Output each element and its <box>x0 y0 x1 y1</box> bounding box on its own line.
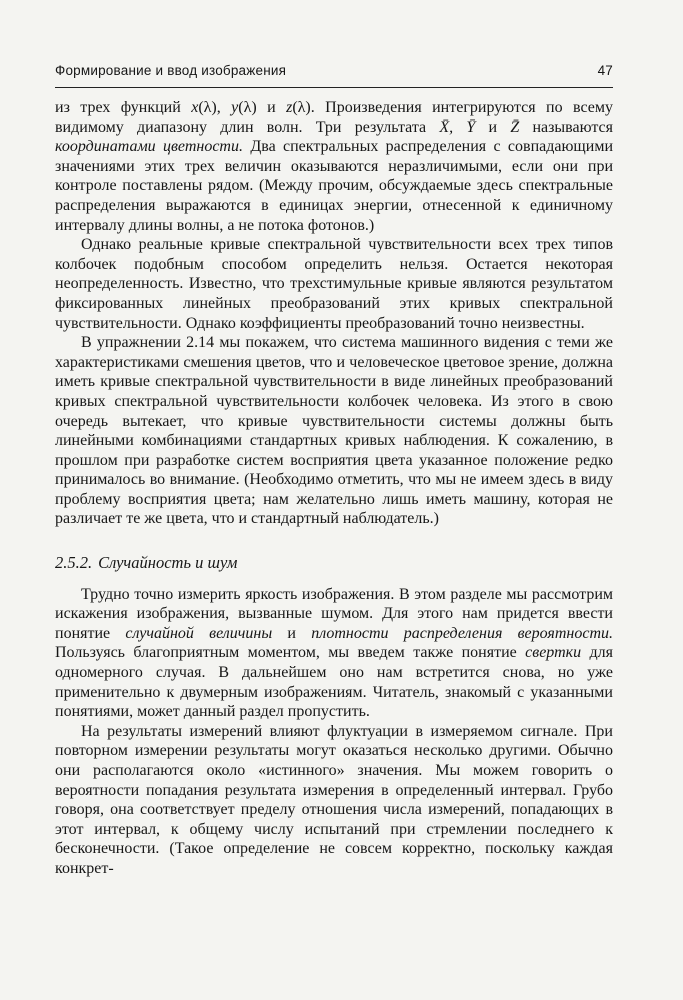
text-run: (λ). Произведения интегрируются по всему видимому диапазону длин волн. Три результата <box>55 99 614 136</box>
text-run: (λ), <box>198 99 232 116</box>
italic-term: y <box>231 99 239 116</box>
italic-term: Z̄ <box>510 118 520 136</box>
italic-term: координатами цветности. <box>55 138 243 156</box>
running-header <box>55 63 613 78</box>
paragraph <box>55 585 613 722</box>
text-run: Трудно точно измерить яркость изображения. В этом разделе мы рассмотрим искажения изображения, вызванные шумом. Для этого нам придется ввести понятие <box>55 585 613 642</box>
section-title: Случайность и шум <box>98 553 238 573</box>
running-title: Формирование и ввод изображения <box>55 63 287 78</box>
text-block-after-section <box>55 585 613 879</box>
paragraph <box>55 235 613 333</box>
italic-term: z <box>286 99 293 116</box>
italic-term: x <box>191 99 199 116</box>
text-block-before-section <box>55 98 613 529</box>
header-rule <box>55 87 613 88</box>
text-run: из трех функций <box>55 99 192 116</box>
italic-term: плотности распределения вероятности. <box>311 624 614 642</box>
paragraph <box>55 722 613 879</box>
italic-term: свертки <box>525 644 582 662</box>
text-run: Два спектральных распределения с совпадающими значениями этих трех величин оказываются неразличимыми, если они при контроле поставлены рядом. (Между прочим, обсуждаемые здесь спектральные распределения выражаются в единицах энергии, отнесенной к единичному интервалу длины волны, а не потока фотонов.) <box>55 138 614 234</box>
text-run: Однако реальные кривые спектральной чувствительности всех трех типов колбочек подобным способом определить нельзя. Остается некоторая неопределенность. Известно, что трехстимульные кривые являются результатом фиксированных линейных преобразований этих кривых спектральной чувствительности. Однако коэффициенты преобразований точно неизвестны. <box>55 236 613 332</box>
italic-term: случайной величины <box>125 624 273 642</box>
page-number: 47 <box>597 63 613 78</box>
paragraph <box>55 98 613 235</box>
italic-term: X̄, Ȳ <box>439 118 476 136</box>
section-heading <box>55 553 613 573</box>
text-run: Пользуясь благоприятным моментом, мы введем также понятие <box>55 644 526 662</box>
text-run: и <box>475 118 511 136</box>
text-run: (λ) и <box>238 99 287 116</box>
text-run: для одномерного случая. В дальнейшем оно нам встретится снова, но уже применительно к двумерным изображениям. Читатель, знакомый с указанными понятиями, может данный раздел пропустить. <box>55 644 614 721</box>
page-body <box>55 98 613 879</box>
paragraph <box>55 333 613 529</box>
text-run: В упражнении 2.14 мы покажем, что система машинного видения с теми же характеристиками смешения цветов, что и человеческое цветовое зрение, должна иметь кривые спектральной чувствительности в виде линейных преобразований кривых спектральной чувствительности колбочек человека. Из этого в свою очередь вытекает, что кривые чувствительности системы должны быть линейными комбинациями стандартных кривых наблюдения. К сожалению, в прошлом при разработке систем восприятия цвета указанное положение редко принималось во внимание. (Необходимо отметить, что мы не имеем здесь в виду проблему восприятия цвета; нам желательно лишь иметь машину, которая не различает те же цвета, что и стандартный наблюдатель.) <box>55 334 613 528</box>
text-run: На результаты измерений влияют флуктуации в измеряемом сигнале. При повторном измерении результаты могут оказаться несколько другими. Обычно они располагаются около «истинного» значения. Мы можем говорить о вероятности попадания результата измерения в определенный интервал. Грубо говоря, она соответствует пределу отношения числа измерений, попадающих в этот интервал, к общему числу испытаний при стремлении последнего к бесконечности. (Такое определение не совсем корректно, поскольку каждая конкрет- <box>55 722 613 877</box>
text-run: называются <box>519 118 614 136</box>
text-run: и <box>272 624 312 642</box>
section-number: 2.5.2. <box>55 553 93 573</box>
